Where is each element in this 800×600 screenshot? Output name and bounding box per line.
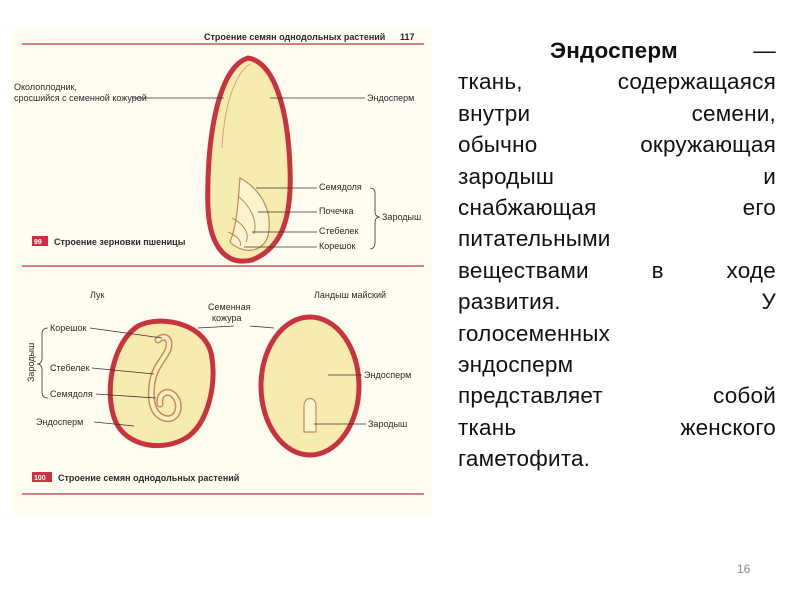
lily-seed-drawing bbox=[261, 317, 359, 455]
label-cotyledon-99: Семядоля bbox=[319, 182, 362, 192]
label-endosperm-100-left: Эндосперм bbox=[36, 417, 84, 427]
text-word: развития. bbox=[458, 289, 561, 315]
text-word: зародыш bbox=[458, 163, 555, 189]
text-line bbox=[458, 318, 776, 349]
text-word: снабжающая bbox=[458, 194, 597, 220]
seed-structure-figure bbox=[12, 28, 432, 516]
text-word: содержащаяся bbox=[617, 69, 776, 95]
text-word: ткань, bbox=[458, 69, 523, 95]
label-root-99: Корешок bbox=[319, 241, 356, 251]
label-pericarp-2: сросшийся с семенной кожурой bbox=[14, 93, 147, 103]
label-pericarp-1: Околоплодник, bbox=[14, 82, 77, 92]
text-word: женского bbox=[680, 414, 776, 440]
text-line bbox=[458, 412, 776, 443]
definition-text bbox=[458, 35, 776, 474]
text-line bbox=[458, 286, 776, 317]
fig100-caption: Строение семян однодольных растений bbox=[58, 473, 240, 483]
text-line bbox=[458, 255, 776, 286]
text-line bbox=[458, 35, 776, 66]
text-line bbox=[458, 161, 776, 192]
label-embryo-100-vertical: Зародыш bbox=[26, 342, 36, 382]
text-word: голосеменных bbox=[458, 320, 611, 346]
label-endosperm-100-right: Эндосперм bbox=[364, 370, 412, 380]
text-line bbox=[458, 349, 776, 380]
figure-header-title: Строение семян однодольных растений bbox=[204, 32, 386, 42]
text-word: питательными bbox=[458, 226, 611, 252]
text-line bbox=[458, 98, 776, 129]
text-line bbox=[458, 223, 776, 254]
text-word: У bbox=[761, 289, 776, 315]
text-line bbox=[458, 129, 776, 160]
text-word: обычно bbox=[458, 132, 538, 158]
text-word: ходе bbox=[726, 257, 776, 283]
text-word: окружающая bbox=[640, 132, 776, 158]
label-endosperm-99: Эндосперм bbox=[367, 93, 415, 103]
text-word: гаметофита. bbox=[458, 446, 591, 472]
page-number: 16 bbox=[737, 562, 751, 576]
brace-embryo-100 bbox=[37, 328, 48, 398]
label-seed-coat-1: Семенная bbox=[208, 302, 251, 312]
label-root-100: Корешок bbox=[50, 323, 87, 333]
text-word: эндосперм bbox=[458, 351, 574, 377]
fig100-number: 100 bbox=[34, 475, 46, 482]
fig99-number: 99 bbox=[34, 239, 42, 246]
figure-svg bbox=[12, 28, 432, 516]
text-word: в bbox=[651, 257, 664, 283]
label-stem-100: Стебелек bbox=[50, 363, 90, 373]
text-word: собой bbox=[713, 383, 776, 409]
text-word: и bbox=[763, 163, 776, 189]
lily-title: Ландыш майский bbox=[314, 290, 387, 300]
lily-embryo bbox=[304, 399, 316, 433]
label-stem-99: Стебелек bbox=[319, 226, 359, 236]
label-embryo-100-right: Зародыш bbox=[368, 419, 408, 429]
text-word: веществами bbox=[458, 257, 589, 283]
label-seed-coat-2: кожура bbox=[212, 313, 242, 323]
wheat-grain-drawing bbox=[208, 58, 290, 261]
label-embryo-99: Зародыш bbox=[382, 212, 422, 222]
text-word: семени, bbox=[691, 100, 776, 126]
text-word: внутри bbox=[458, 100, 531, 126]
text-word: ткань bbox=[458, 414, 517, 440]
leader-seed-coat-left bbox=[198, 326, 234, 328]
leader-seed-coat-right bbox=[250, 326, 274, 328]
text-line bbox=[458, 66, 776, 97]
label-bud-99: Почечка bbox=[319, 206, 354, 216]
figure-header-page: 117 bbox=[400, 32, 415, 42]
fig99-caption: Строение зерновки пшеницы bbox=[54, 237, 186, 247]
text-line bbox=[458, 443, 776, 474]
onion-seed-drawing bbox=[110, 321, 213, 445]
text-word: его bbox=[742, 194, 776, 220]
term-endosperm: Эндосперм bbox=[550, 38, 678, 63]
term-dash: — bbox=[753, 38, 776, 63]
brace-embryo-99 bbox=[370, 188, 380, 249]
text-line bbox=[458, 192, 776, 223]
label-cotyledon-100: Семядоля bbox=[50, 389, 93, 399]
text-line bbox=[458, 380, 776, 411]
lily-seed-body bbox=[261, 317, 359, 455]
text-word: представляет bbox=[458, 383, 603, 409]
onion-title: Лук bbox=[90, 290, 105, 300]
